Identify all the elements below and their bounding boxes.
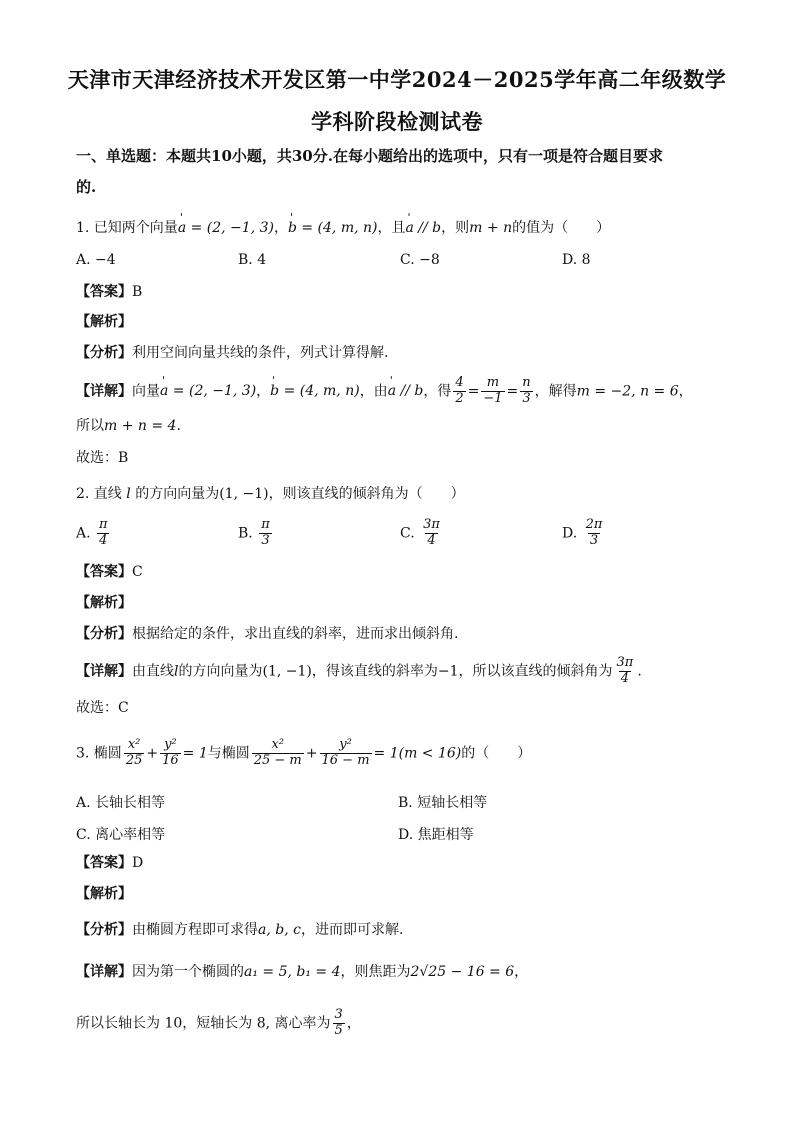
- q2-detail: 【详解】由直线l的方向向量为(1, −1)，得该直线的斜率为−1，所以该直线的倾斜角为 $\frac{3\pi}{4}$ .: [76, 655, 642, 686]
- q3-option-d: D. 焦距相等: [398, 827, 474, 843]
- q1-fenxi: 【分析】利用空间向量共线的条件，列式计算得解.: [76, 345, 389, 361]
- q3-conclusion: 所以长轴长为 10，短轴长为 8, 离心率为 $\frac{3}{5}$ ，: [76, 1007, 361, 1038]
- fraction: $\frac{m}{-1}$: [483, 375, 503, 406]
- q1-option-d: D. 8: [562, 252, 591, 268]
- section-heading-line1: 一、单选题：本题共10小题，共30分.在每小题给出的选项中，只有一项是符合题目要求: [76, 147, 663, 165]
- q3-fenxi: 【分析】由椭圆方程即可求得a, b, c，进而即可求解.: [76, 922, 404, 938]
- q1-answer: 【答案】B: [76, 284, 143, 300]
- vector-b: ' b = (4, m, n): [288, 220, 378, 237]
- vector-a: ' a = (2, −1, 3): [178, 220, 274, 237]
- q2-analysis-label: 【解析】: [76, 595, 132, 611]
- fraction: $\frac{4}{2}$: [455, 375, 464, 406]
- q3-answer: 【答案】D: [76, 855, 144, 871]
- q3-detail: 【详解】因为第一个椭圆的a₁ = 5, b₁ = 4，则焦距为2√25 − 16 = 6，: [76, 964, 529, 980]
- section-heading-line2: 的.: [76, 178, 97, 196]
- q3-option-a: A. 长轴长相等: [76, 795, 166, 811]
- q1-option-b: B. 4: [238, 252, 267, 268]
- fraction: $\frac{n}{3}$: [522, 375, 531, 406]
- exam-title-line1: 天津市天津经济技术开发区第一中学2024－2025学年高二年级数学: [67, 67, 727, 92]
- q1-detail: 【详解】向量' a = (2, −1, 3)，' b = (4, m, n)，由' a // b，得 $\frac{4}{2}$ = $\frac{m}{-1}$ = $\frac{n}{3}$ ，解得m = −2, n = 6，: [76, 376, 693, 407]
- q2-option-a: A. $\frac{\pi}{4}$: [76, 517, 108, 548]
- q2-fenxi: 【分析】根据给定的条件，求出直线的斜率，进而求出倾斜角.: [76, 626, 459, 642]
- q3-analysis-label: 【解析】: [76, 886, 132, 902]
- q2-choose: 故选：C: [76, 700, 129, 716]
- q2-answer: 【答案】C: [76, 564, 143, 580]
- q3-stem: 3. 椭圆 $\frac{\text{x²}}{25}$ + $\frac{\text{y²}}{16}$ = 1与椭圆 $\frac{\text{x²}}{25 - m}$ + $\frac{\text{y²}}{16 - m}$ = 1(m < 16)的（ ）: [76, 737, 532, 768]
- q3-option-b: B. 短轴长相等: [398, 795, 488, 811]
- q1-analysis-label: 【解析】: [76, 314, 132, 330]
- q1-option-c: C. −8: [400, 252, 440, 268]
- q1-stem: 1. 已知两个向量' a = (2, −1, 3)，' b = (4, m, n)，且' a // b，则m + n的值为（ ）: [76, 220, 610, 237]
- q1-option-a: A. −4: [76, 252, 116, 268]
- q2-option-d: D. $\frac{2\pi}{3}$: [562, 517, 603, 548]
- parallel-condition: ' a // b: [406, 220, 442, 237]
- q1-conclusion: 所以m + n = 4.: [76, 418, 181, 434]
- q2-option-c: C. $\frac{3\pi}{4}$: [400, 517, 440, 548]
- q2-stem: 2. 直线 l 的方向向量为(1, −1)，则该直线的倾斜角为（ ）: [76, 486, 465, 502]
- q1-choose: 故选：B: [76, 450, 129, 466]
- q2-option-b: B. $\frac{\pi}{3}$: [238, 517, 270, 548]
- q3-option-c: C. 离心率相等: [76, 827, 166, 843]
- exam-title-line2: 学科阶段检测试卷: [311, 109, 483, 134]
